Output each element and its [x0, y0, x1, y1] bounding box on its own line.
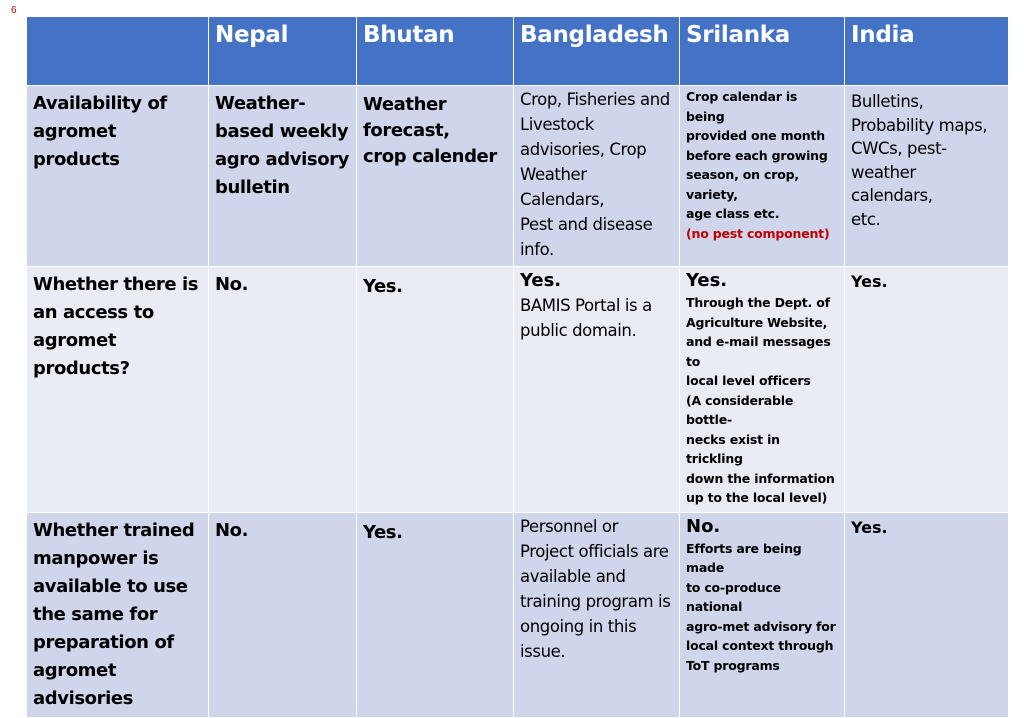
comparison-table [26, 16, 1009, 718]
cell-srilanka: Yes. Through the Dept. of Agriculture Website, and e-mail messages to local level officers (A considerable bottle- necks exist in trickling down the information up to the local level) [680, 267, 845, 513]
header-india: India [845, 17, 1009, 86]
cell-srilanka: No. Efforts are being made to co-produce national agro-met advisory for local context through ToT programs [680, 512, 845, 717]
cell-bangladesh: Yes. BAMIS Portal is a public domain. [514, 267, 680, 513]
table-row [27, 512, 1009, 717]
header-bhutan: Bhutan [357, 17, 514, 86]
cell-srilanka: Crop calendar is being provided one month before each growing season, on crop, variety, age class etc. (no pest component) [680, 86, 845, 267]
row-label: Availability of agromet products [27, 86, 209, 267]
header-nepal: Nepal [209, 17, 357, 86]
table-row [27, 267, 1009, 513]
cell-bhutan: Yes. [357, 512, 514, 717]
cell-nepal: No. [209, 267, 357, 513]
cell-bhutan: Yes. [357, 267, 514, 513]
header-bangladesh: Bangladesh [514, 17, 680, 86]
cell-bangladesh: Personnel or Project officials are available and training program is ongoing in this issue. [514, 512, 680, 717]
header-cell-empty [27, 17, 209, 86]
header-row [27, 17, 1009, 86]
slide-number: 6 [11, 5, 17, 16]
srilanka-note: (no pest component) [686, 225, 830, 241]
row-label: Whether there is an access to agromet products? [27, 267, 209, 513]
cell-nepal: No. [209, 512, 357, 717]
cell-india: Bulletins, Probability maps, CWCs, pest- weather calendars, etc. [845, 86, 1009, 267]
cell-bhutan: Weather forecast, crop calender [357, 86, 514, 267]
cell-nepal: Weather- based weekly agro advisory bulletin [209, 86, 357, 267]
cell-india: Yes. [845, 512, 1009, 717]
cell-bangladesh: Crop, Fisheries and Livestock advisories, Crop Weather Calendars, Pest and disease info. [514, 86, 680, 267]
row-label: Whether trained manpower is available to use the same for preparation of agromet advisories [27, 512, 209, 717]
table-row [27, 86, 1009, 267]
cell-india: Yes. [845, 267, 1009, 513]
header-srilanka: Srilanka [680, 17, 845, 86]
